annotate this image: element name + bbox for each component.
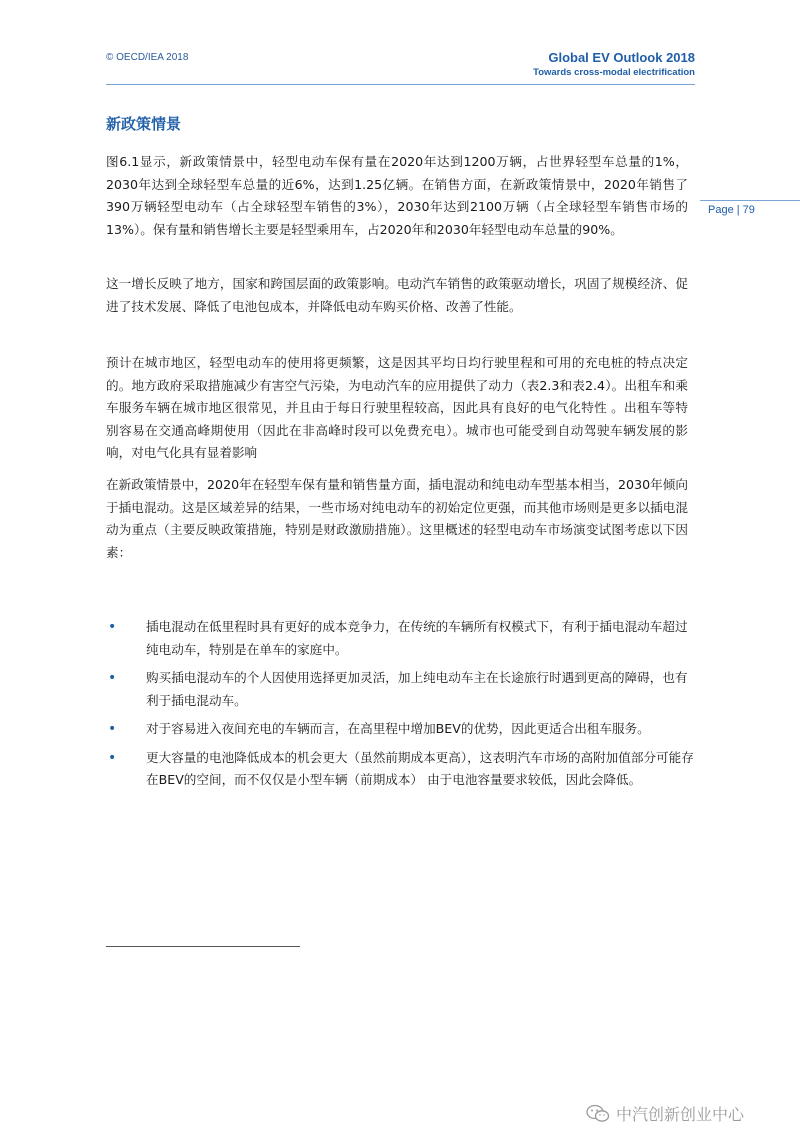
- watermark: [586, 1102, 744, 1125]
- paragraph: 预计在城市地区，轻型电动车的使用将更频繁，这是因其平均日均行驶里程和可用的充电桩的特点决定的。地方政府采取措施减少有害空气污染，为电动汽车的应用提供了动力（表2.3和表2.4）。出租车和乘车服务车辆在城市地区很常见，并且由于每日行驶里程较高，因此具有良好的电气化特性 。出租车等特别容易在交通高峰期使用（因此在非高峰时段可以免费充电）。城市也可能受到自动驾驶车辆发展的影响，对电气化具有显着影响: [106, 355, 688, 460]
- list-item: [106, 667, 696, 712]
- list-item-text: 更大容量的电池降低成本的机会更大（虽然前期成本更高），这表明汽车市场的高附加值部分可能存在BEV的空间，而不仅仅是小型车辆（前期成本） 由于电池容量要求较低，因此会降低。: [146, 749, 694, 787]
- list-item-text: 购买插电混动车的个人因使用选择更加灵活，加上纯电动车主在长途旅行时遇到更高的障碍，也有利于插电混动车。: [146, 670, 688, 708]
- list-item-text: 对于容易进入夜间充电的车辆而言，在高里程中增加BEV的优势，因此更适合出租车服务。: [146, 721, 650, 736]
- list-item: [106, 616, 696, 661]
- report-subtitle: Towards cross-modal electrification: [533, 67, 695, 78]
- report-header: [533, 50, 695, 80]
- bullet-icon: •: [108, 619, 117, 635]
- paragraph: 这一增长反映了地方，国家和跨国层面的政策影响。电动汽车销售的政策驱动增长，巩固了规模经济、促进了技术发展、降低了电池包成本，并降低电动车购买价格、改善了性能。: [106, 276, 688, 314]
- footnote-divider: [106, 946, 300, 947]
- copyright-text: © OECD/IEA 2018: [106, 52, 189, 63]
- factor-list: [106, 616, 696, 798]
- report-title: Global EV Outlook 2018: [548, 50, 695, 65]
- section-heading: 新政策情景: [106, 115, 182, 133]
- page-number-divider: [700, 200, 800, 201]
- list-item-text: 插电混动在低里程时具有更好的成本竞争力，在传统的车辆所有权模式下，有利于插电混动车超过纯电动车，特别是在单车的家庭中。: [146, 619, 688, 657]
- paragraph: 图6.1显示，新政策情景中，轻型电动车保有量在2020年达到1200万辆，占世界轻型车总量的1%，2030年达到全球轻型车总量的近6%，达到1.25亿辆。在销售方面，在新政策情景中，2020年销售了390万辆轻型电动车（占全球轻型车销售的3%），2030年达到2100万辆（占全球轻型车销售市场的13%）。保有量和销售增长主要是轻型乘用车，占2020年和2030年轻型电动车总量的90%。: [106, 154, 688, 237]
- list-item: [106, 718, 696, 741]
- paragraph: 在新政策情景中，2020年在轻型车保有量和销售量方面，插电混动和纯电动车型基本相当，2030年倾向于插电混动。这是区域差异的结果，一些市场对纯电动车的初始定位更强，而其他市场则是更多以插电混动为重点（主要反映政策措施，特别是财政激励措施）。这里概述的轻型电动车市场演变试图考虑以下因素：: [106, 477, 688, 560]
- bullet-icon: •: [108, 670, 117, 686]
- wechat-icon: [586, 1104, 610, 1124]
- watermark-text: 中汽创新创业中心: [616, 1105, 745, 1124]
- bullet-icon: •: [108, 749, 117, 766]
- page-number: Page | 79: [708, 204, 755, 216]
- list-item: [106, 747, 696, 792]
- header-divider: [106, 84, 695, 85]
- bullet-icon: •: [108, 721, 117, 737]
